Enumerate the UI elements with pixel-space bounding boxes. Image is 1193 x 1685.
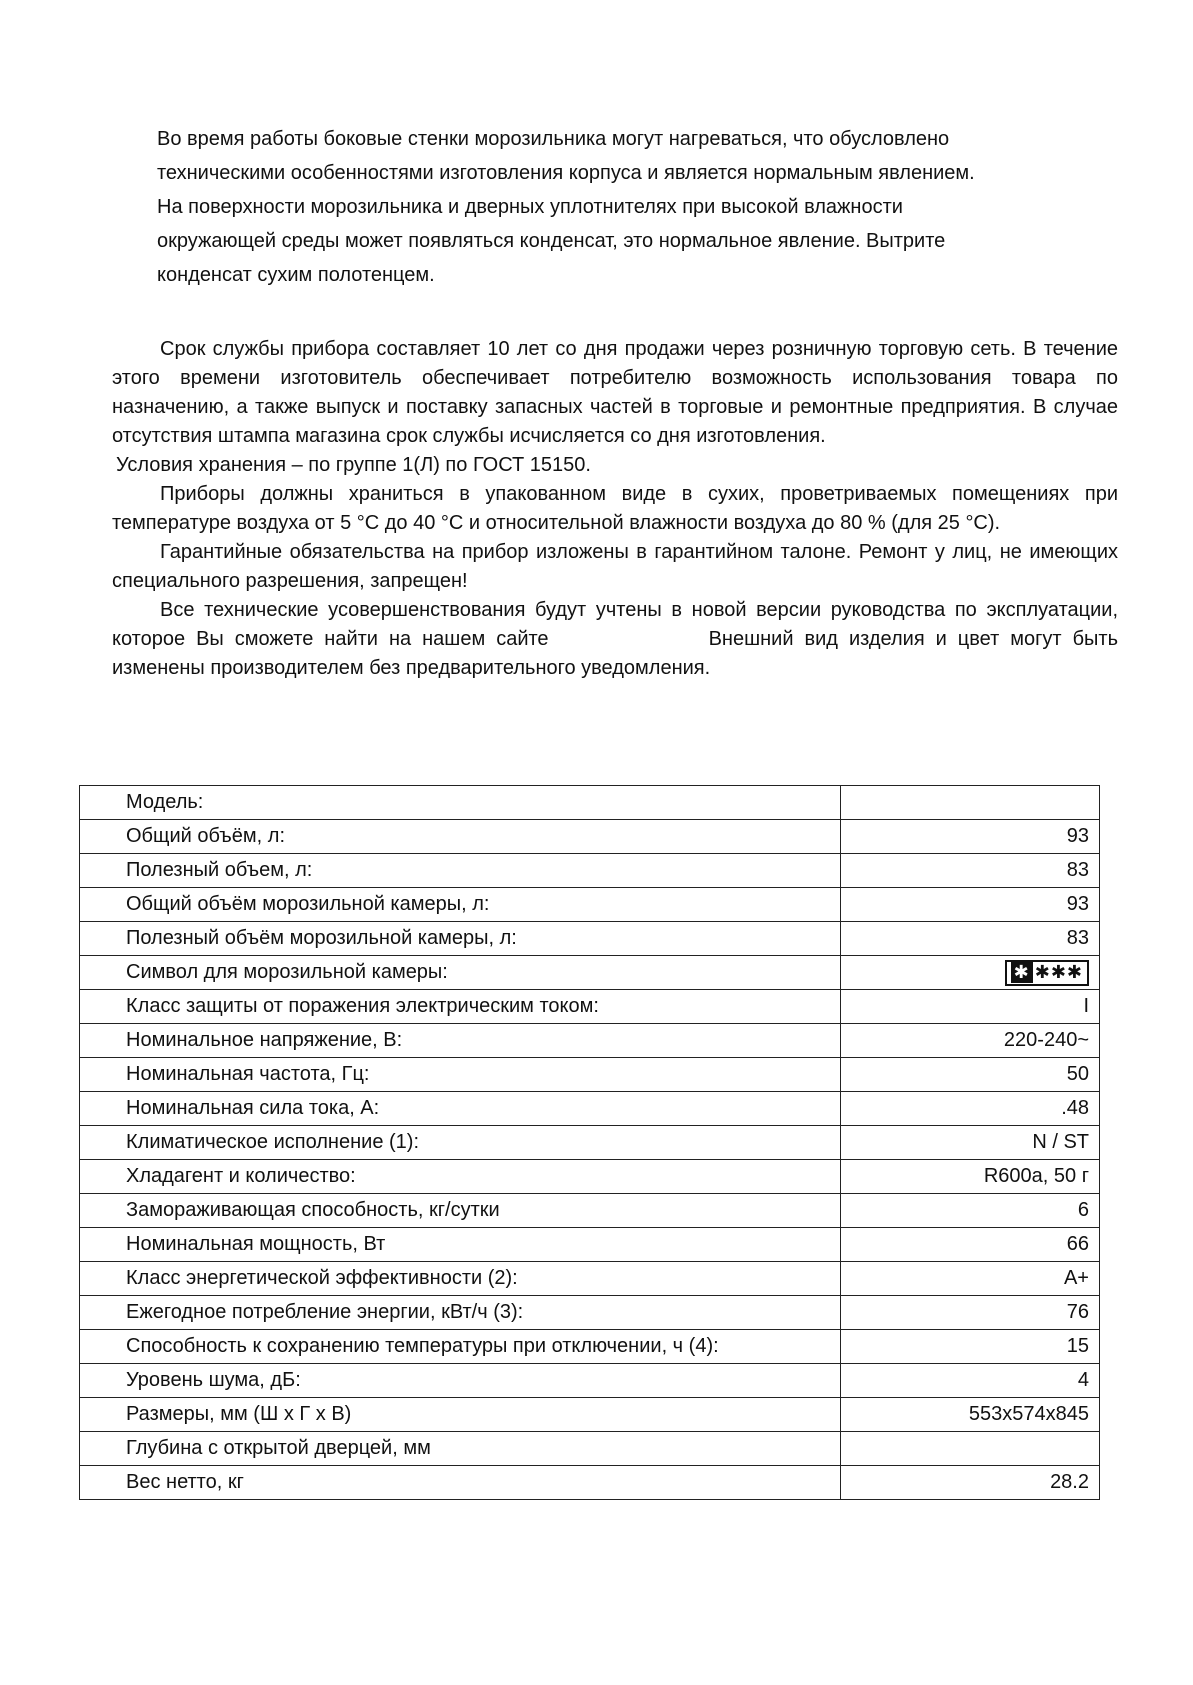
service-life-paragraph: Срок службы прибора составляет 10 лет со дня продажи через розничную торговую сеть. В течение этого времени изготовитель обеспечивает потребителю возможность использования товара по назначению, а также выпуск и поставку запасных частей в торговые и ремонтные предприятия. В случае отсутствия штампа магазина срок службы исчисляется со дня изготовления. — [112, 338, 1118, 447]
spec-value: 553х574х845 — [841, 1398, 1100, 1432]
spec-value: 76 — [841, 1296, 1100, 1330]
table-row — [80, 990, 1100, 1024]
intro-line: конденсат сухим полотенцем. — [157, 264, 435, 286]
table-row — [80, 1432, 1100, 1466]
spec-label: Полезный объем, л: — [80, 854, 841, 888]
spec-value: 220-240~ — [841, 1024, 1100, 1058]
spec-value: N / ST — [841, 1126, 1100, 1160]
spec-value: 93 — [841, 820, 1100, 854]
spec-value: 15 — [841, 1330, 1100, 1364]
spec-label: Номинальная сила тока, А: — [80, 1092, 841, 1126]
table-row — [80, 1024, 1100, 1058]
table-row — [80, 1228, 1100, 1262]
table-row — [80, 854, 1100, 888]
spec-label: Хладагент и количество: — [80, 1160, 841, 1194]
spec-label: Номинальная частота, Гц: — [80, 1058, 841, 1092]
table-row — [80, 1126, 1100, 1160]
table-row — [80, 1330, 1100, 1364]
spec-label: Ежегодное потребление энергии, кВт/ч (3): — [80, 1296, 841, 1330]
spec-value — [841, 956, 1100, 990]
spec-value: 66 — [841, 1228, 1100, 1262]
improvements-text-part2: Внешний вид изделия и цвет могут быть изменены производителем без предварительного уведомления. — [112, 628, 1118, 679]
spec-value: 28.2 — [841, 1466, 1100, 1500]
spec-label: Класс энергетической эффективности (2): — [80, 1262, 841, 1296]
spec-label: Полезный объём морозильной камеры, л: — [80, 922, 841, 956]
intro-line: Во время работы боковые стенки морозильника могут нагреваться, что обусловлено — [157, 128, 950, 150]
main-text-section — [112, 335, 1118, 683]
spec-label: Символ для морозильной камеры: — [80, 956, 841, 990]
table-row — [80, 1092, 1100, 1126]
spec-label: Замораживающая способность, кг/сутки — [80, 1194, 841, 1228]
intro-line: техническими особенностями изготовления корпуса и является нормальным явлением. — [157, 162, 975, 184]
spec-label: Уровень шума, дБ: — [80, 1364, 841, 1398]
warranty-paragraph: Гарантийные обязательства на прибор изложены в гарантийном талоне. Ремонт у лиц, не имеющих специального разрешения, запрещен! — [112, 541, 1118, 592]
spec-label: Размеры, мм (Ш х Г х В) — [80, 1398, 841, 1432]
improvements-text-part1: Все технические усовершенствования будут учтены в новой версии руководства по эксплуатации, которое Вы сможете найти на нашем сайте — [112, 599, 1118, 650]
spec-value — [841, 786, 1100, 820]
storage-conditions-paragraph: Условия хранения – по группе 1(Л) по ГОСТ 15150. — [116, 454, 591, 476]
spec-label: Общий объём морозильной камеры, л: — [80, 888, 841, 922]
intro-line: На поверхности морозильника и дверных уплотнителях при высокой влажности — [157, 196, 903, 218]
table-row — [80, 820, 1100, 854]
intro-line: окружающей среды может появляться конденсат, это нормальное явление. Вытрите — [157, 230, 946, 252]
spec-label: Вес нетто, кг — [80, 1466, 841, 1500]
spec-label: Класс защиты от поражения электрическим током: — [80, 990, 841, 1024]
spec-value: 93 — [841, 888, 1100, 922]
table-row — [80, 1398, 1100, 1432]
spec-value: A+ — [841, 1262, 1100, 1296]
table-row — [80, 1262, 1100, 1296]
spec-label: Общий объём, л: — [80, 820, 841, 854]
spec-label: Номинальная мощность, Вт — [80, 1228, 841, 1262]
spec-label: Глубина с открытой дверцей, мм — [80, 1432, 841, 1466]
specifications-table — [79, 785, 1100, 1500]
table-row — [80, 786, 1100, 820]
spec-value: 83 — [841, 922, 1100, 956]
table-row — [80, 956, 1100, 990]
table-row — [80, 888, 1100, 922]
spec-label: Способность к сохранению температуры при отключении, ч (4): — [80, 1330, 841, 1364]
table-row — [80, 1058, 1100, 1092]
spec-value: 6 — [841, 1194, 1100, 1228]
spec-value — [841, 1432, 1100, 1466]
spec-value: .48 — [841, 1092, 1100, 1126]
four-star-freezer-icon: ✱ ✱✱✱ — [1005, 960, 1089, 986]
intro-section — [157, 122, 1087, 292]
table-row — [80, 1364, 1100, 1398]
table-row — [80, 1194, 1100, 1228]
spec-value: I — [841, 990, 1100, 1024]
spec-label: Модель: — [80, 786, 841, 820]
table-row — [80, 1160, 1100, 1194]
spec-value: 50 — [841, 1058, 1100, 1092]
storage-details-paragraph: Приборы должны храниться в упакованном виде в сухих, проветриваемых помещениях при температуре воздуха от 5 °С до 40 °С и относительной влажности воздуха до 80 % (для 25 °С). — [112, 483, 1118, 534]
spec-value: 83 — [841, 854, 1100, 888]
spec-value: R600a, 50 г — [841, 1160, 1100, 1194]
table-row — [80, 1466, 1100, 1500]
spec-label: Номинальное напряжение, В: — [80, 1024, 841, 1058]
spec-value: 4 — [841, 1364, 1100, 1398]
table-row — [80, 1296, 1100, 1330]
spec-label: Климатическое исполнение (1): — [80, 1126, 841, 1160]
table-row — [80, 922, 1100, 956]
improvements-paragraph — [112, 596, 1118, 683]
